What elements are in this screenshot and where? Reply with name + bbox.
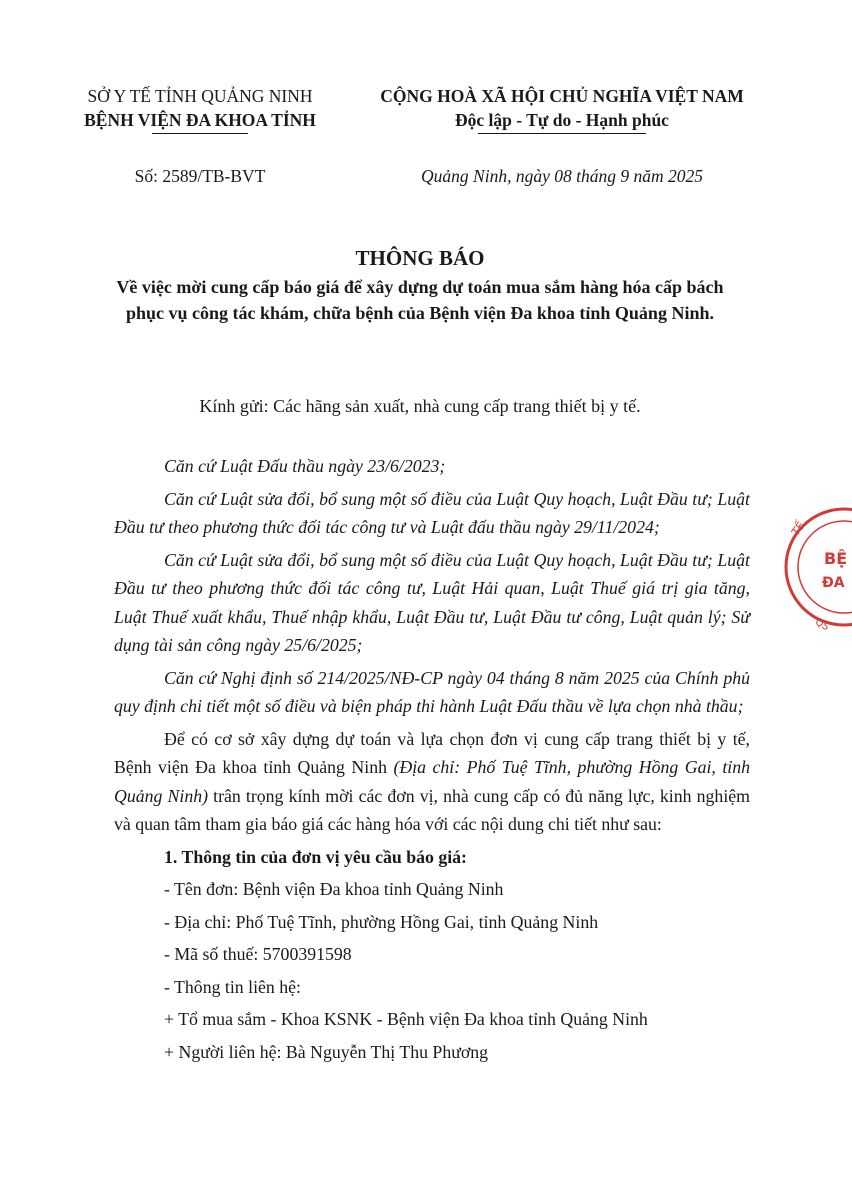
section-heading: 1. Thông tin của đơn vị yêu cầu báo giá: xyxy=(164,846,467,867)
legal-basis: Căn cứ Nghị định số 214/2025/NĐ-CP ngày 04 tháng 8 năm 2025 của Chính phủ quy định chi tiết một số điều và biện pháp thi hành Luật Đấu thầu về lựa chọn nhà thầu; xyxy=(114,667,750,716)
parent-agency: SỞ Y TẾ TỈNH QUẢNG NINH xyxy=(87,86,313,106)
intro-address-note: (Địa chỉ: Phố Tuệ Tĩnh, phường Hồng Gai, tỉnh Quảng Ninh) xyxy=(114,757,750,806)
recipient-line: Kính gửi: Các hãng sản xuất, nhà cung cấp trang thiết bị y tế. xyxy=(199,396,641,416)
motto-underline xyxy=(478,133,646,134)
list-item: - Mã số thuế: 5700391598 xyxy=(164,944,352,964)
national-motto: Độc lập - Tự do - Hạnh phúc xyxy=(455,110,669,130)
national-header xyxy=(352,84,772,188)
legal-basis: Căn cứ Luật sửa đổi, bổ sung một số điều của Luật Quy hoạch, Luật Đầu tư; Luật Đầu tư theo phương thức đối tác công tư, Luật Hải quan, Luật Thuế giá trị gia tăng, Luật Thuế xuất khẩu, Thuế nhập khẩu, Luật Đầu tư, Luật Đầu tư công, Luật quản lý; Sử dụng tài sản công ngày 25/6/2025; xyxy=(114,549,750,655)
intro-text: Để có cơ sở xây dựng dự toán và lựa chọn đơn vị cung cấp trang thiết bị y tế, Bệnh viện Đa khoa tỉnh Quảng Ninh xyxy=(114,728,750,777)
list-item: - Thông tin liên hệ: xyxy=(164,976,301,997)
list-item: - Tên đơn: Bệnh viện Đa khoa tỉnh Quảng Ninh xyxy=(164,879,504,899)
issuer-block xyxy=(60,84,340,188)
stamp-text: BỆ xyxy=(824,549,848,568)
document-number: Số: 2589/TB-BVT xyxy=(134,166,266,186)
list-item: + Người liên hệ: Bà Nguyễn Thị Thu Phương xyxy=(164,1041,489,1062)
red-seal-stamp xyxy=(780,492,852,642)
intro-text-continued: trân trọng kính mời các đơn vị, nhà cung cấp có đủ năng lực, kinh nghiệm và quan tâm tham gia báo giá các hàng hóa với các nội dung chi tiết như sau: xyxy=(114,785,750,834)
document-body xyxy=(114,452,750,1070)
stamp-text: QS xyxy=(813,616,831,634)
issuing-organization: BỆNH VIỆN ĐA KHOA TỈNH xyxy=(84,110,316,130)
list-item: - Địa chỉ: Phố Tuệ Tĩnh, phường Hồng Gai, tỉnh Quảng Ninh xyxy=(164,911,599,932)
legal-basis: Căn cứ Luật Đấu thầu ngày 23/6/2023; xyxy=(164,456,446,476)
stamp-text: TẾ xyxy=(789,519,808,539)
legal-basis: Căn cứ Luật sửa đổi, bổ sung một số điều của Luật Quy hoạch, Luật Đầu tư; Luật Đầu tư theo phương thức đối tác công tư và Luật đấu thầu ngày 29/11/2024; xyxy=(114,488,750,537)
list-item: + Tổ mua sắm - Khoa KSNK - Bệnh viện Đa khoa tỉnh Quảng Ninh xyxy=(164,1009,648,1029)
intro-paragraph xyxy=(114,725,750,839)
issuer-underline xyxy=(152,133,248,134)
national-title: CỘNG HOÀ XÃ HỘI CHỦ NGHĨA VIỆT NAM xyxy=(380,86,744,106)
title-block xyxy=(100,244,740,326)
stamp-text: ĐA xyxy=(822,575,845,591)
document-type: THÔNG BÁO xyxy=(355,246,485,270)
place-and-date: Quảng Ninh, ngày 08 tháng 9 năm 2025 xyxy=(421,166,703,186)
document-subject: Về việc mời cung cấp báo giá để xây dựng dự toán mua sắm hàng hóa cấp bách phục vụ công tác khám, chữa bệnh của Bệnh viện Đa khoa tỉnh Quảng Ninh. xyxy=(116,277,724,323)
